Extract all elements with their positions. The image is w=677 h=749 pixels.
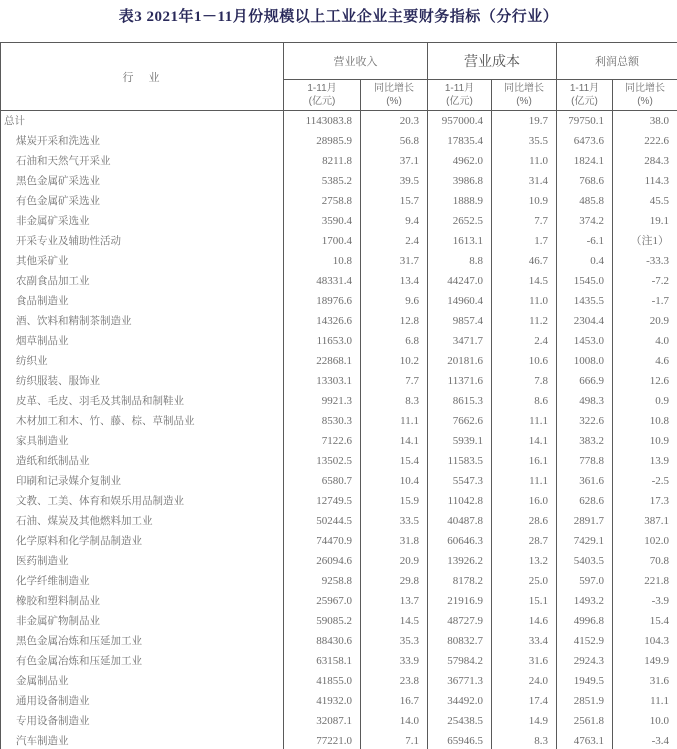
cost-growth-cell: 10.6 (492, 351, 557, 371)
profit-amount-cell: 2851.9 (557, 691, 613, 711)
table-row (1, 291, 677, 311)
profit-growth-cell: 4.6 (613, 351, 677, 371)
cost-amount-cell: 65946.5 (428, 731, 492, 749)
revenue-amount-cell: 8530.3 (284, 411, 361, 431)
industry-name: 煤炭开采和洗选业 (1, 131, 284, 151)
revenue-growth-cell: 15.7 (361, 191, 428, 211)
profit-amount-cell: 1545.0 (557, 271, 613, 291)
profit-growth-cell: 10.8 (613, 411, 677, 431)
profit-amount-cell: 4996.8 (557, 611, 613, 631)
table-row (1, 711, 677, 731)
revenue-growth-cell: 29.8 (361, 571, 428, 591)
profit-amount-cell: 383.2 (557, 431, 613, 451)
cost-growth-cell: 14.1 (492, 431, 557, 451)
cost-amount-cell: 36771.3 (428, 671, 492, 691)
profit-growth-cell: 102.0 (613, 531, 677, 551)
profit-growth-cell: （注1） (613, 231, 677, 251)
profit-amount-cell: 768.6 (557, 171, 613, 191)
cost-growth-cell: 14.6 (492, 611, 557, 631)
industry-name: 金属制品业 (1, 671, 284, 691)
table-row (1, 111, 677, 132)
cost-amount-cell: 11042.8 (428, 491, 492, 511)
cost-amount-cell: 48727.9 (428, 611, 492, 631)
revenue-amount-cell: 14326.6 (284, 311, 361, 331)
table-row (1, 471, 677, 491)
cost-growth-cell: 10.9 (492, 191, 557, 211)
profit-growth-cell: 17.3 (613, 491, 677, 511)
industry-name: 文教、工美、体育和娱乐用品制造业 (1, 491, 284, 511)
table-row (1, 511, 677, 531)
profit-growth-cell: 149.9 (613, 651, 677, 671)
table-row (1, 611, 677, 631)
profit-amount-cell: 485.8 (557, 191, 613, 211)
cost-amount-cell: 13926.2 (428, 551, 492, 571)
revenue-growth-cell: 12.8 (361, 311, 428, 331)
revenue-amount-cell: 12749.5 (284, 491, 361, 511)
revenue-growth-cell: 8.3 (361, 391, 428, 411)
industry-name: 有色金属冶炼和压延加工业 (1, 651, 284, 671)
cost-amount-cell: 34492.0 (428, 691, 492, 711)
industry-name: 农副食品加工业 (1, 271, 284, 291)
growth-label: 同比增长 (374, 83, 414, 94)
unit-label: (亿元) (571, 96, 598, 107)
cost-amount-cell: 4962.0 (428, 151, 492, 171)
cost-growth-cell: 46.7 (492, 251, 557, 271)
table-row (1, 191, 677, 211)
cost-amount-cell: 8.8 (428, 251, 492, 271)
percent-label: (%) (637, 96, 653, 107)
cost-growth-header (492, 80, 557, 111)
profit-amount-cell: 2561.8 (557, 711, 613, 731)
cost-amount-cell: 3986.8 (428, 171, 492, 191)
profit-growth-cell: 104.3 (613, 631, 677, 651)
revenue-growth-cell: 20.9 (361, 551, 428, 571)
profit-group-header: 利润总额 (557, 43, 677, 80)
profit-amount-cell: 0.4 (557, 251, 613, 271)
revenue-amount-cell: 22868.1 (284, 351, 361, 371)
revenue-amount-cell: 10.8 (284, 251, 361, 271)
table-row (1, 311, 677, 331)
industry-name: 皮革、毛皮、羽毛及其制品和制鞋业 (1, 391, 284, 411)
industry-name: 黑色金属矿采选业 (1, 171, 284, 191)
table-row (1, 431, 677, 451)
profit-growth-cell: 11.1 (613, 691, 677, 711)
cost-growth-cell: 14.9 (492, 711, 557, 731)
profit-growth-cell: 70.8 (613, 551, 677, 571)
industry-name: 有色金属矿采选业 (1, 191, 284, 211)
table-row (1, 591, 677, 611)
revenue-amount-cell: 18976.6 (284, 291, 361, 311)
revenue-amount-cell: 8211.8 (284, 151, 361, 171)
profit-amount-cell: 2891.7 (557, 511, 613, 531)
industry-name: 非金属矿物制品业 (1, 611, 284, 631)
industry-name: 印刷和记录媒介复制业 (1, 471, 284, 491)
profit-growth-cell: 222.6 (613, 131, 677, 151)
profit-amount-cell: 1949.5 (557, 671, 613, 691)
industry-name: 非金属矿采选业 (1, 211, 284, 231)
industry-name: 化学纤维制造业 (1, 571, 284, 591)
revenue-amount-header (284, 80, 361, 111)
cost-amount-cell: 5939.1 (428, 431, 492, 451)
profit-growth-cell: 10.0 (613, 711, 677, 731)
profit-growth-cell: -3.4 (613, 731, 677, 749)
cost-growth-cell: 31.4 (492, 171, 557, 191)
industry-name: 黑色金属冶炼和压延加工业 (1, 631, 284, 651)
profit-growth-cell: -33.3 (613, 251, 677, 271)
profit-amount-cell: 666.9 (557, 371, 613, 391)
revenue-growth-cell: 20.3 (361, 111, 428, 132)
profit-growth-cell: 31.6 (613, 671, 677, 691)
table-row (1, 331, 677, 351)
profit-amount-cell: 1435.5 (557, 291, 613, 311)
profit-amount-cell: 1493.2 (557, 591, 613, 611)
industry-name: 其他采矿业 (1, 251, 284, 271)
cost-amount-cell: 8178.2 (428, 571, 492, 591)
revenue-growth-cell: 11.1 (361, 411, 428, 431)
cost-amount-cell: 1888.9 (428, 191, 492, 211)
profit-growth-cell: 10.9 (613, 431, 677, 451)
revenue-growth-cell: 33.9 (361, 651, 428, 671)
profit-amount-cell: 2924.3 (557, 651, 613, 671)
percent-label: (%) (386, 96, 402, 107)
revenue-amount-cell: 7122.6 (284, 431, 361, 451)
profit-growth-cell: 20.9 (613, 311, 677, 331)
profit-growth-cell: 4.0 (613, 331, 677, 351)
cost-growth-cell: 16.1 (492, 451, 557, 471)
table-body (1, 111, 677, 749)
industry-name: 纺织业 (1, 351, 284, 371)
industry-name: 造纸和纸制品业 (1, 451, 284, 471)
cost-amount-cell: 7662.6 (428, 411, 492, 431)
profit-amount-cell: 778.8 (557, 451, 613, 471)
profit-growth-cell: 38.0 (613, 111, 677, 132)
profit-amount-cell: 322.6 (557, 411, 613, 431)
table-row (1, 271, 677, 291)
cost-growth-cell: 2.4 (492, 331, 557, 351)
cost-amount-cell: 80832.7 (428, 631, 492, 651)
revenue-growth-cell: 35.3 (361, 631, 428, 651)
revenue-amount-cell: 5385.2 (284, 171, 361, 191)
profit-growth-header (613, 80, 677, 111)
revenue-growth-cell: 16.7 (361, 691, 428, 711)
industry-name: 酒、饮料和精制茶制造业 (1, 311, 284, 331)
cost-growth-cell: 7.7 (492, 211, 557, 231)
profit-amount-cell: 4152.9 (557, 631, 613, 651)
cost-amount-cell: 21916.9 (428, 591, 492, 611)
cost-amount-cell: 17835.4 (428, 131, 492, 151)
revenue-growth-cell: 7.7 (361, 371, 428, 391)
table-row (1, 251, 677, 271)
profit-growth-cell: 15.4 (613, 611, 677, 631)
unit-label: (亿元) (308, 96, 336, 107)
revenue-amount-cell: 6580.7 (284, 471, 361, 491)
cost-growth-cell: 8.3 (492, 731, 557, 749)
profit-growth-cell: 12.6 (613, 371, 677, 391)
cost-amount-cell: 25438.5 (428, 711, 492, 731)
profit-amount-cell: 5403.5 (557, 551, 613, 571)
profit-growth-cell: -7.2 (613, 271, 677, 291)
cost-amount-cell: 5547.3 (428, 471, 492, 491)
table-row (1, 351, 677, 371)
revenue-amount-cell: 88430.6 (284, 631, 361, 651)
cost-growth-cell: 11.2 (492, 311, 557, 331)
revenue-growth-cell: 9.6 (361, 291, 428, 311)
table-header (1, 43, 677, 111)
profit-amount-cell: 2304.4 (557, 311, 613, 331)
cost-growth-cell: 33.4 (492, 631, 557, 651)
revenue-growth-cell: 15.4 (361, 451, 428, 471)
profit-growth-cell: 45.5 (613, 191, 677, 211)
revenue-growth-cell: 37.1 (361, 151, 428, 171)
cost-growth-cell: 7.8 (492, 371, 557, 391)
revenue-growth-cell: 39.5 (361, 171, 428, 191)
revenue-growth-cell: 15.9 (361, 491, 428, 511)
cost-growth-cell: 15.1 (492, 591, 557, 611)
cost-amount-cell: 957000.4 (428, 111, 492, 132)
cost-growth-cell: 8.6 (492, 391, 557, 411)
industry-name: 总计 (1, 111, 284, 132)
profit-amount-cell: 1008.0 (557, 351, 613, 371)
industry-name: 纺织服装、服饰业 (1, 371, 284, 391)
revenue-amount-cell: 26094.6 (284, 551, 361, 571)
revenue-amount-cell: 1143083.8 (284, 111, 361, 132)
cost-amount-cell: 8615.3 (428, 391, 492, 411)
table-row (1, 391, 677, 411)
profit-amount-header (557, 80, 613, 111)
cost-growth-cell: 11.1 (492, 471, 557, 491)
revenue-amount-cell: 32087.1 (284, 711, 361, 731)
revenue-growth-cell: 13.4 (361, 271, 428, 291)
profit-growth-cell: 221.8 (613, 571, 677, 591)
industry-name: 石油和天然气开采业 (1, 151, 284, 171)
period-label: 1-11月 (569, 83, 600, 94)
revenue-amount-cell: 50244.5 (284, 511, 361, 531)
cost-growth-cell: 11.0 (492, 291, 557, 311)
table-row (1, 231, 677, 251)
cost-amount-cell: 11583.5 (428, 451, 492, 471)
cost-growth-cell: 13.2 (492, 551, 557, 571)
table-row (1, 131, 677, 151)
table-row (1, 151, 677, 171)
table-row (1, 671, 677, 691)
profit-amount-cell: 498.3 (557, 391, 613, 411)
revenue-growth-cell: 31.8 (361, 531, 428, 551)
industry-name: 开采专业及辅助性活动 (1, 231, 284, 251)
cost-amount-cell: 44247.0 (428, 271, 492, 291)
revenue-growth-cell: 7.1 (361, 731, 428, 749)
industry-name: 医药制造业 (1, 551, 284, 571)
revenue-growth-cell: 13.7 (361, 591, 428, 611)
cost-growth-cell: 31.6 (492, 651, 557, 671)
table-row (1, 451, 677, 471)
revenue-growth-cell: 6.8 (361, 331, 428, 351)
cost-amount-header (428, 80, 492, 111)
industry-name: 专用设备制造业 (1, 711, 284, 731)
revenue-growth-cell: 10.4 (361, 471, 428, 491)
cost-growth-cell: 35.5 (492, 131, 557, 151)
cost-growth-cell: 1.7 (492, 231, 557, 251)
cost-growth-cell: 19.7 (492, 111, 557, 132)
growth-label: 同比增长 (625, 83, 665, 94)
table-row (1, 531, 677, 551)
revenue-amount-cell: 59085.2 (284, 611, 361, 631)
period-label: 1-11月 (444, 83, 475, 94)
table-row (1, 631, 677, 651)
table-row (1, 571, 677, 591)
revenue-growth-cell: 23.8 (361, 671, 428, 691)
industry-column-header: 行 业 (1, 43, 284, 111)
profit-growth-cell: 13.9 (613, 451, 677, 471)
revenue-amount-cell: 41855.0 (284, 671, 361, 691)
percent-label: (%) (516, 96, 532, 107)
revenue-growth-cell: 9.4 (361, 211, 428, 231)
revenue-growth-cell: 2.4 (361, 231, 428, 251)
table-row (1, 411, 677, 431)
financial-indicators-table (0, 42, 677, 749)
cost-growth-cell: 28.6 (492, 511, 557, 531)
revenue-amount-cell: 74470.9 (284, 531, 361, 551)
table-row (1, 211, 677, 231)
revenue-growth-cell: 56.8 (361, 131, 428, 151)
cost-growth-cell: 28.7 (492, 531, 557, 551)
revenue-amount-cell: 3590.4 (284, 211, 361, 231)
profit-growth-cell: 0.9 (613, 391, 677, 411)
profit-growth-cell: -2.5 (613, 471, 677, 491)
period-label: 1-11月 (307, 83, 337, 94)
profit-amount-cell: -6.1 (557, 231, 613, 251)
cost-amount-cell: 11371.6 (428, 371, 492, 391)
cost-growth-cell: 24.0 (492, 671, 557, 691)
table-row (1, 651, 677, 671)
revenue-amount-cell: 9921.3 (284, 391, 361, 411)
revenue-amount-cell: 25967.0 (284, 591, 361, 611)
table-row (1, 371, 677, 391)
revenue-growth-cell: 33.5 (361, 511, 428, 531)
table-row (1, 171, 677, 191)
cost-amount-cell: 14960.4 (428, 291, 492, 311)
industry-name: 家具制造业 (1, 431, 284, 451)
profit-growth-cell: -3.9 (613, 591, 677, 611)
cost-amount-cell: 20181.6 (428, 351, 492, 371)
revenue-amount-cell: 11653.0 (284, 331, 361, 351)
growth-label: 同比增长 (504, 83, 544, 94)
revenue-growth-cell: 31.7 (361, 251, 428, 271)
cost-growth-cell: 16.0 (492, 491, 557, 511)
profit-amount-cell: 4763.1 (557, 731, 613, 749)
profit-amount-cell: 628.6 (557, 491, 613, 511)
profit-growth-cell: 387.1 (613, 511, 677, 531)
profit-amount-cell: 1824.1 (557, 151, 613, 171)
industry-name: 木材加工和木、竹、藤、棕、草制品业 (1, 411, 284, 431)
revenue-growth-cell: 10.2 (361, 351, 428, 371)
group-header-row (1, 43, 677, 80)
cost-amount-cell: 1613.1 (428, 231, 492, 251)
cost-growth-cell: 11.0 (492, 151, 557, 171)
cost-amount-cell: 2652.5 (428, 211, 492, 231)
cost-growth-cell: 14.5 (492, 271, 557, 291)
cost-growth-cell: 25.0 (492, 571, 557, 591)
industry-name: 汽车制造业 (1, 731, 284, 749)
revenue-amount-cell: 77221.0 (284, 731, 361, 749)
revenue-amount-cell: 28985.9 (284, 131, 361, 151)
revenue-growth-cell: 14.5 (361, 611, 428, 631)
table-row (1, 491, 677, 511)
table-title: 表3 2021年1－11月份规模以上工业企业主要财务指标（分行业） (118, 9, 559, 25)
cost-amount-cell: 9857.4 (428, 311, 492, 331)
profit-amount-cell: 374.2 (557, 211, 613, 231)
revenue-amount-cell: 1700.4 (284, 231, 361, 251)
unit-label: (亿元) (446, 96, 473, 107)
revenue-growth-cell: 14.0 (361, 711, 428, 731)
table-row (1, 691, 677, 711)
profit-growth-cell: 284.3 (613, 151, 677, 171)
table-row (1, 731, 677, 749)
profit-amount-cell: 6473.6 (557, 131, 613, 151)
revenue-amount-cell: 41932.0 (284, 691, 361, 711)
industry-name: 橡胶和塑料制品业 (1, 591, 284, 611)
cost-amount-cell: 60646.3 (428, 531, 492, 551)
cost-group-header: 营业成本 (428, 43, 557, 80)
cost-amount-cell: 3471.7 (428, 331, 492, 351)
industry-name: 石油、煤炭及其他燃料加工业 (1, 511, 284, 531)
profit-amount-cell: 79750.1 (557, 111, 613, 132)
revenue-group-header: 营业收入 (284, 43, 428, 80)
revenue-growth-cell: 14.1 (361, 431, 428, 451)
profit-amount-cell: 7429.1 (557, 531, 613, 551)
industry-name: 通用设备制造业 (1, 691, 284, 711)
cost-growth-cell: 17.4 (492, 691, 557, 711)
revenue-amount-cell: 63158.1 (284, 651, 361, 671)
industry-name: 烟草制品业 (1, 331, 284, 351)
profit-amount-cell: 361.6 (557, 471, 613, 491)
industry-name: 化学原料和化学制品制造业 (1, 531, 284, 551)
revenue-growth-header (361, 80, 428, 111)
profit-growth-cell: -1.7 (613, 291, 677, 311)
profit-growth-cell: 114.3 (613, 171, 677, 191)
table-row (1, 551, 677, 571)
revenue-amount-cell: 9258.8 (284, 571, 361, 591)
revenue-amount-cell: 13502.5 (284, 451, 361, 471)
profit-amount-cell: 597.0 (557, 571, 613, 591)
profit-growth-cell: 19.1 (613, 211, 677, 231)
cost-amount-cell: 40487.8 (428, 511, 492, 531)
revenue-amount-cell: 2758.8 (284, 191, 361, 211)
cost-amount-cell: 57984.2 (428, 651, 492, 671)
revenue-amount-cell: 48331.4 (284, 271, 361, 291)
cost-growth-cell: 11.1 (492, 411, 557, 431)
industry-name: 食品制造业 (1, 291, 284, 311)
profit-amount-cell: 1453.0 (557, 331, 613, 351)
revenue-amount-cell: 13303.1 (284, 371, 361, 391)
